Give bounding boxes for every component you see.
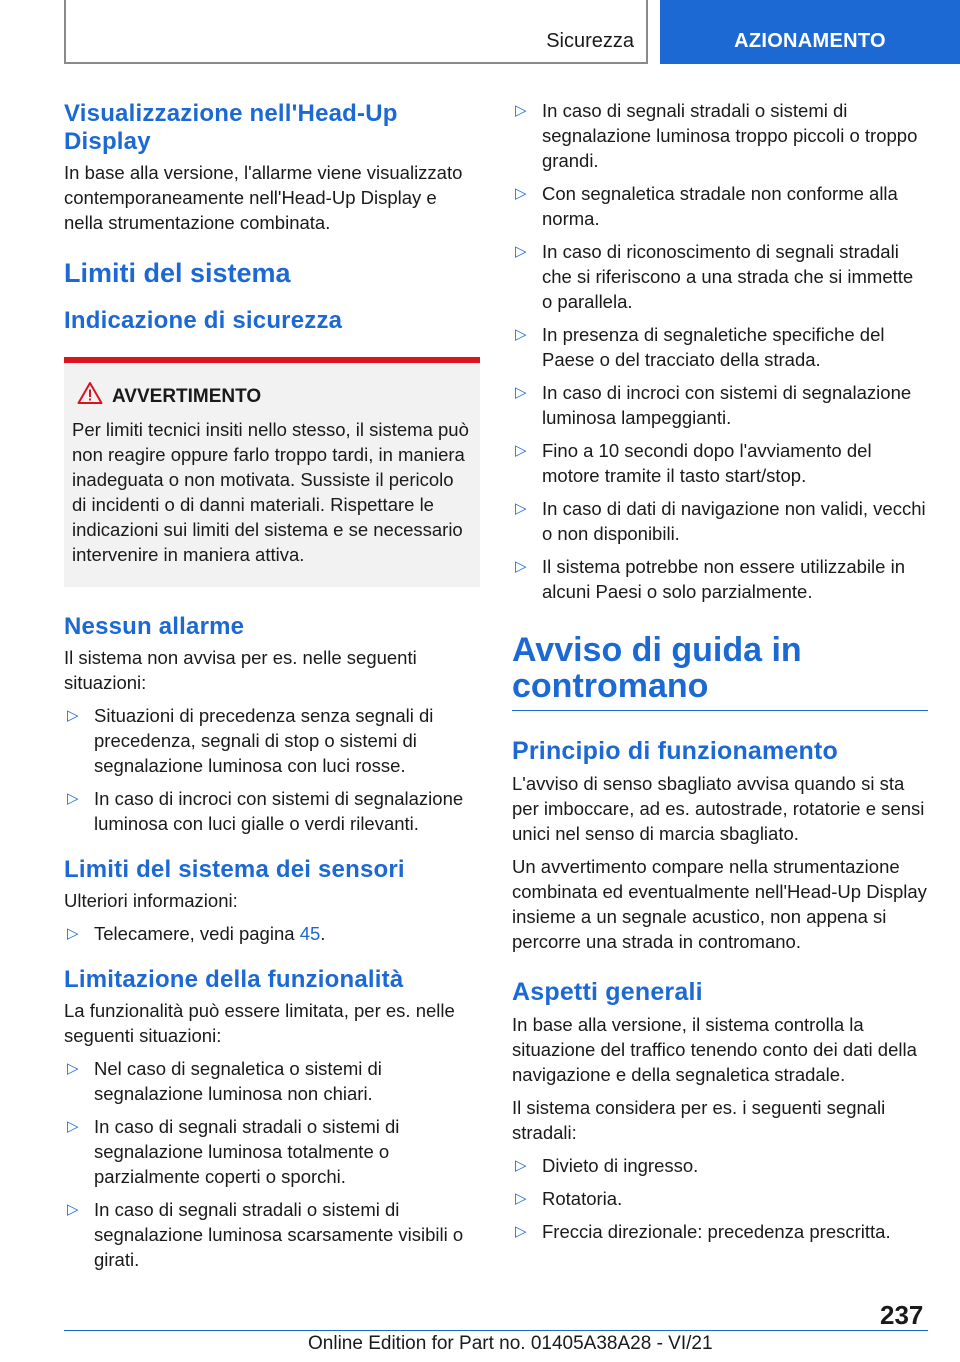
list-item: ▷ Freccia direzionale: precedenza prescritta. xyxy=(515,1221,891,1242)
warning-triangle-icon xyxy=(77,381,103,412)
right-column xyxy=(512,98,928,1244)
sensor-paragraph: Ulteriori informazioni: xyxy=(64,890,238,911)
list-item: ▷ In caso di segnali stradali o sistemi di segnalazione luminosa scarsamente visibili o girati. xyxy=(67,1199,464,1270)
left-column xyxy=(64,100,480,1272)
triangle-bullet-icon: ▷ xyxy=(515,326,527,343)
list-item: ▷ Rotatoria. xyxy=(515,1188,623,1209)
triangle-bullet-icon: ▷ xyxy=(515,384,527,401)
wrongway-heading: Avviso di guida in contromano xyxy=(512,631,802,705)
general-paragraph-1: In base alla versione, il sistema controlla la situazione del traffico tenendo conto dei dati della navigazione e della segnaletica stradale. xyxy=(512,1014,917,1085)
principle-paragraph-2: Un avvertimento compare nella strumentazione combinata ed eventualmente nell'Head-Up Display insieme a un segnale acustico, non appena si percorre una strada in contromano. xyxy=(512,856,927,952)
safety-heading: Indicazione di sicurezza xyxy=(64,307,343,334)
chapter-title: AZIONAMENTO xyxy=(734,30,886,52)
list-item: ▷ In caso di riconoscimento di segnali stradali che si riferiscono a una strada che si immette o parallela. xyxy=(515,241,914,312)
list-item: ▷ In caso di incroci con sistemi di segnalazione luminosa con luci gialle o verdi rilevanti. xyxy=(67,788,464,834)
limits-heading: Limiti del sistema xyxy=(64,258,291,288)
list-item: ▷ In presenza di segnaletiche specifiche del Paese o del tracciato della strada. xyxy=(515,324,885,370)
triangle-bullet-icon: ▷ xyxy=(515,1223,527,1240)
principle-paragraph-1: L'avviso di senso sbagliato avvisa quando si sta per imboccare, ad es. autostrade, rotatorie e sensi unici nel senso di marcia sbagliato. xyxy=(512,773,925,844)
no-alarm-heading: Nessun allarme xyxy=(64,613,245,640)
header-section-tab xyxy=(64,0,648,64)
list-item: ▷ Situazioni di precedenza senza segnali di precedenza, segnali di stop o sistemi di segnalazione luminosa con luci rosse. xyxy=(67,705,434,776)
hud-paragraph: In base alla versione, l'allarme viene visualizzato contemporaneamente nell'Head-Up Display e nella strumentazione combinata. xyxy=(64,162,463,233)
triangle-bullet-icon: ▷ xyxy=(67,1201,79,1218)
list-item: ▷ In caso di segnali stradali o sistemi di segnalazione luminosa totalmente o parzialmente coperti o sporchi. xyxy=(67,1116,400,1187)
triangle-bullet-icon: ▷ xyxy=(515,1157,527,1174)
list-item: ▷ Il sistema potrebbe non essere utilizzabile in alcuni Paesi o solo parzialmente. xyxy=(515,556,905,602)
header-chapter-tab xyxy=(660,0,960,64)
no-alarm-list xyxy=(64,703,480,836)
triangle-bullet-icon: ▷ xyxy=(515,185,527,202)
warning-box xyxy=(64,357,480,587)
triangle-bullet-icon: ▷ xyxy=(515,500,527,517)
section-title: Sicurezza xyxy=(546,30,634,52)
list-item: ▷ Nel caso di segnaletica o sistemi di segnalazione luminosa non chiari. xyxy=(67,1058,382,1104)
triangle-bullet-icon: ▷ xyxy=(67,707,79,724)
edition-text: Online Edition for Part no. 01405A38A28 - VI/21 xyxy=(308,1333,713,1354)
list-item: ▷ Con segnaletica stradale non conforme alla norma. xyxy=(515,183,898,229)
footer-divider xyxy=(64,1330,928,1331)
func-list-continued xyxy=(512,98,928,604)
list-item: ▷ In caso di segnali stradali o sistemi di segnalazione luminosa troppo piccoli o troppo grandi. xyxy=(515,100,918,171)
triangle-bullet-icon: ▷ xyxy=(515,558,527,575)
triangle-bullet-icon: ▷ xyxy=(67,790,79,807)
general-paragraph-2: Il sistema considera per es. i seguenti segnali stradali: xyxy=(512,1097,886,1143)
principle-heading: Principio di funzionamento xyxy=(512,737,839,765)
triangle-bullet-icon: ▷ xyxy=(515,1190,527,1207)
warning-title-text: AVVERTIMENTO xyxy=(112,386,262,407)
triangle-bullet-icon: ▷ xyxy=(515,442,527,459)
warning-title xyxy=(72,385,472,409)
wrongway-section-heading xyxy=(512,632,928,711)
no-alarm-paragraph: Il sistema non avvisa per es. nelle seguenti situazioni: xyxy=(64,647,417,693)
func-list xyxy=(64,1056,480,1272)
list-item: ▷ In caso di dati di navigazione non validi, vecchi o non disponibili. xyxy=(515,498,926,544)
list-item: ▷ Telecamere, vedi pagina 45. xyxy=(67,923,326,944)
sensor-heading: Limiti del sistema dei sensori xyxy=(64,856,405,883)
func-paragraph: La funzionalità può essere limitata, per es. nelle seguenti situazioni: xyxy=(64,1000,455,1046)
func-heading: Limitazione della funzionalità xyxy=(64,966,404,993)
hud-heading: Visualizzazione nell'Head-Up Display xyxy=(64,100,398,155)
footer-edition xyxy=(308,1333,713,1355)
list-item: ▷ In caso di incroci con sistemi di segnalazione luminosa lampeggianti. xyxy=(515,382,912,428)
triangle-bullet-icon: ▷ xyxy=(515,102,527,119)
general-list xyxy=(512,1153,928,1244)
list-item: ▷ Fino a 10 secondi dopo l'avviamento del motore tramite il tasto start/stop. xyxy=(515,440,872,486)
triangle-bullet-icon: ▷ xyxy=(515,243,527,260)
sensor-list xyxy=(64,921,480,946)
triangle-bullet-icon: ▷ xyxy=(67,1060,79,1077)
page-number: 237 xyxy=(880,1300,924,1330)
list-item: ▷ Divieto di ingresso. xyxy=(515,1155,699,1176)
triangle-bullet-icon: ▷ xyxy=(67,1118,79,1135)
warning-text: Per limiti tecnici insiti nello stesso, il sistema può non reagire oppure farlo troppo tardi, in maniera inadeguata o non motivata. Sussiste il pericolo di incidenti o di danni materiali. Rispettare le indicazioni sui limiti del sistema e se necessario intervenire in maniera attiva. xyxy=(72,419,469,565)
general-heading: Aspetti generali xyxy=(512,978,703,1006)
triangle-bullet-icon: ▷ xyxy=(67,925,79,942)
page-reference-link[interactable]: 45 xyxy=(299,923,321,944)
